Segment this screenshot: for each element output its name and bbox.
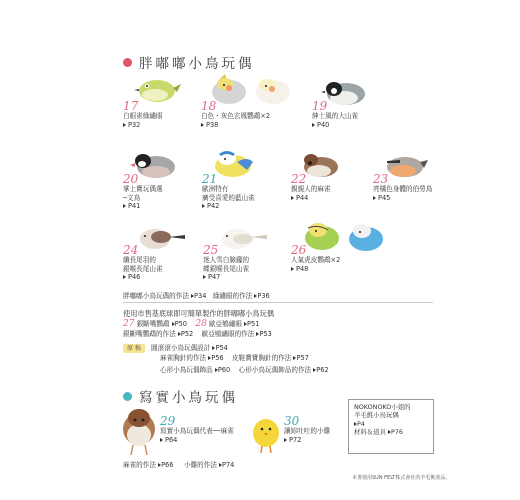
item-30[interactable] <box>284 415 330 444</box>
item-number: 29 <box>160 414 176 428</box>
method-line-7[interactable]: 心形小鳥玩偶飾品 P60 心形小鳥玩偶飾品的作法 P62 <box>160 366 329 374</box>
item-label: 讓妳吐吐的小雞 <box>284 427 331 435</box>
item-label-2: 廣受喜愛的藍山雀 <box>202 193 255 202</box>
item-17[interactable] <box>123 100 163 129</box>
bullet-dot <box>123 58 132 67</box>
original-tag: 原 稿 <box>123 344 145 353</box>
item-number: 25 <box>203 243 219 257</box>
arrow-icon <box>123 123 126 127</box>
method-heading: 使用市售基底球即可簡單製作的胖嘟嘟小鳥玩偶 <box>123 309 274 318</box>
item-number: 24 <box>123 243 139 257</box>
item-label: 寫實小鳥玩偶代表──麻雀 <box>160 427 234 435</box>
item-page: P47 <box>203 273 249 282</box>
item-label: 掌上寶玩偶選 <box>123 185 163 193</box>
item-number: 23 <box>373 172 389 186</box>
item-number: 30 <box>284 414 300 428</box>
chick-image <box>250 413 282 455</box>
item-number: 17 <box>123 99 139 113</box>
item-20[interactable] <box>123 173 163 211</box>
arrow-icon <box>291 267 294 271</box>
item-number: 18 <box>201 99 217 113</box>
arrow-icon <box>123 204 126 208</box>
item-label-2: ─文鳥 <box>123 193 141 202</box>
item-page: P38 <box>201 121 270 130</box>
item-number: 21 <box>202 172 218 186</box>
box-page-1: P4 <box>354 420 428 428</box>
item-22[interactable] <box>291 173 331 202</box>
item-number: 26 <box>291 243 307 257</box>
item-label: 人氣虎皮鸚鵡×2 <box>291 256 341 264</box>
item-page: P41 <box>123 202 163 211</box>
divider <box>123 302 433 303</box>
arrow-icon <box>202 204 205 208</box>
section-title-text: 胖嘟嘟小鳥玩偶 <box>139 56 255 72</box>
section-title-realistic-birds <box>123 386 238 406</box>
arrow-icon <box>373 196 376 200</box>
item-page: P48 <box>291 265 340 274</box>
item-page: P72 <box>284 436 330 445</box>
arrow-icon <box>284 438 287 442</box>
item-18[interactable] <box>201 100 270 129</box>
item-number: 19 <box>312 99 328 113</box>
bullet-dot <box>123 392 132 401</box>
realistic-sparrow-image <box>118 405 160 457</box>
item-25[interactable] <box>203 244 249 282</box>
item-number: 20 <box>123 172 139 186</box>
item-page: P32 <box>123 121 163 130</box>
item-page: P46 <box>123 273 163 282</box>
footnote: 本書使用SUN FELT株式會社的羊毛氈產品。 <box>352 475 451 481</box>
item-label: 親親人的麻雀 <box>291 185 331 193</box>
arrow-icon <box>160 438 163 442</box>
item-page: P64 <box>160 436 234 445</box>
arrow-icon <box>203 275 206 279</box>
item-24[interactable] <box>123 244 163 282</box>
section-title-text: 寫實小鳥玩偶 <box>139 390 238 406</box>
item-page: P40 <box>312 121 358 130</box>
item-page: P44 <box>291 194 331 203</box>
method-line-8[interactable]: 麻雀的作法 P66 小雞的作法 P74 <box>123 461 235 469</box>
item-23[interactable] <box>373 173 432 202</box>
item-page: P45 <box>373 194 432 203</box>
item-page: P42 <box>202 202 255 211</box>
method-line-3[interactable]: 27 銀斷嘴鸚鵡 P50 28 歐亞鴝繡眼 P51 <box>123 319 260 329</box>
item-label: 亮橘色身體的伯勞鳥 <box>373 185 433 193</box>
arrow-icon <box>123 275 126 279</box>
arrow-icon <box>291 196 294 200</box>
item-26[interactable] <box>291 244 340 273</box>
nokonoko-info-box <box>348 399 434 454</box>
item-label-2: 蝶銀喉長尾山雀 <box>203 264 250 273</box>
section-title-round-birds <box>123 52 255 72</box>
item-label: 歐洲特有 <box>202 185 229 193</box>
method-line-6[interactable]: 麻雀胸針的作法 P56 皮鞋寶寶胸針的作法 P57 <box>160 354 309 362</box>
method-line-5[interactable]: 原 稿 圓滾滾小鳥玩偶設計 P54 <box>123 344 228 353</box>
item-label-2: 銀喉長尾山雀 <box>123 264 163 273</box>
item-21[interactable] <box>202 173 255 211</box>
item-29[interactable] <box>160 415 234 444</box>
item-label: 纖長尾羽的 <box>123 256 156 264</box>
method-line-4[interactable]: 銀斷嘴鸚鵡的作法 P52 歐亞鴝繡眼的作法 P53 <box>123 330 272 338</box>
box-line-3: 材料＆道具 P76 <box>354 428 403 437</box>
item-label: 紳士風的大山雀 <box>312 112 359 120</box>
item-number: 22 <box>291 172 307 186</box>
item-19[interactable] <box>312 100 358 129</box>
box-line-1: NOKONOKO小姐的 <box>354 403 411 411</box>
item-label: 白色・灰色玄鳳鸚鵡×2 <box>201 112 271 120</box>
item-label: 迷人雪白臉龐的 <box>203 256 250 264</box>
item-label: 白眼雀綠繡眼 <box>123 112 163 120</box>
box-line-2: 羊毛氈小鳥玩偶 <box>354 411 399 420</box>
arrow-icon <box>201 123 204 127</box>
arrow-icon <box>312 123 315 127</box>
method-line-1[interactable]: 胖嘟嘟小鳥玩偶的作法 P34 綠繡眼的作法 P36 <box>123 292 270 300</box>
